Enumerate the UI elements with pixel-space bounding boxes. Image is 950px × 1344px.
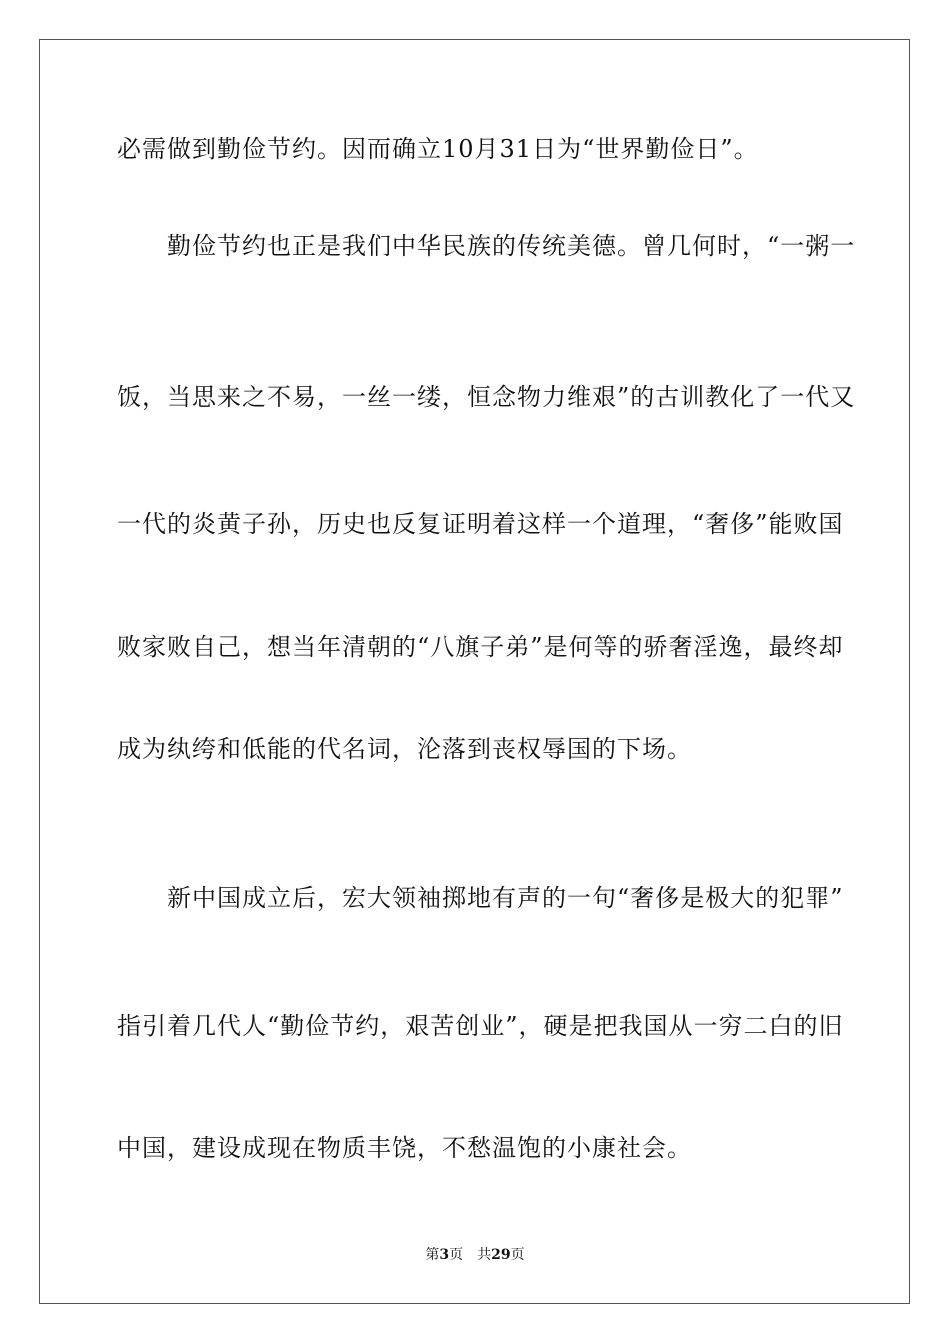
body-line-5: 败家败自己，想当年清朝的“八旗子弟”是何等的骄奢淫逸，最终却	[117, 633, 844, 661]
page-footer	[0, 1246, 950, 1264]
page-frame	[39, 39, 910, 1304]
body-line-8: 指引着几代人“勤俭节约，艰苦创业”，硬是把我国从一穷二白的旧	[117, 1012, 844, 1040]
body-line-7: 新中国成立后，宏大领袖掷地有声的一句“奢侈是极大的犯罪”	[117, 884, 844, 912]
page-total: 29	[491, 1247, 511, 1263]
page-suffix: 页	[510, 1247, 525, 1263]
body-line-2: 勤俭节约也正是我们中华民族的传统美德。曾几何时，“一粥一	[117, 232, 856, 260]
page-current: 3	[439, 1247, 450, 1263]
body-line-4: 一代的炎黄子孙，历史也反复证明着这样一个道理，“奢侈”能败国	[117, 510, 844, 538]
body-line-6: 成为纨绔和低能的代名词，沦落到丧权辱国的下场。	[117, 735, 692, 763]
page-mid: 页 共	[449, 1247, 492, 1263]
body-line-1: 必需做到勤俭节约。因而确立10月31日为“世界勤俭日”。	[117, 135, 759, 163]
body-line-3: 饭，当思来之不易，一丝一缕，恒念物力维艰”的古训教化了一代又	[117, 383, 856, 411]
body-line-9: 中国，建设成现在物质丰饶，不愁温饱的小康社会。	[117, 1134, 692, 1162]
page-prefix: 第	[425, 1247, 440, 1263]
